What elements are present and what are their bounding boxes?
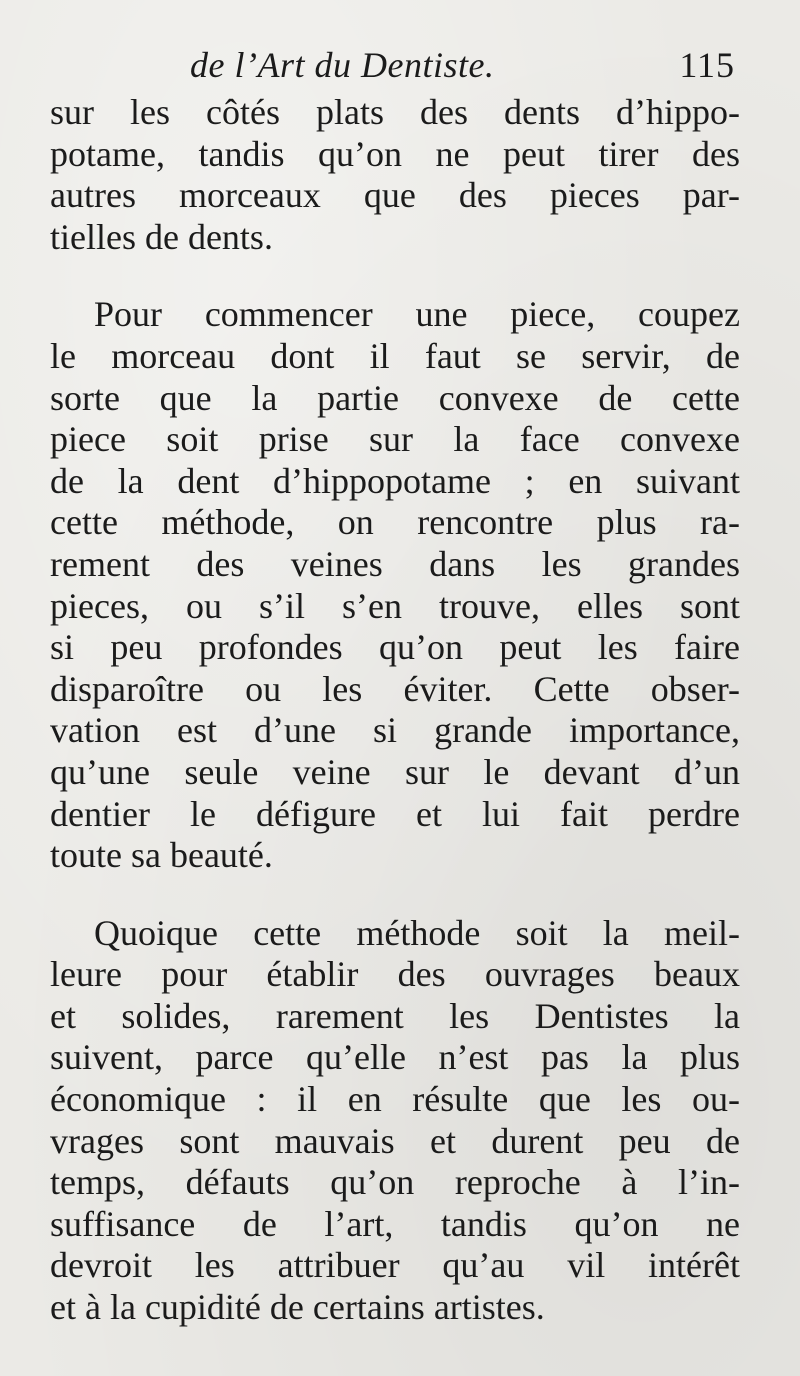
text-line: Pour commencer une piece, coupez: [94, 294, 740, 335]
text-line: dentier le défigure et lui fait perdre: [50, 793, 740, 834]
page-number: 115: [679, 45, 735, 85]
text-line: potame, tandis qu’on ne peut tirer des: [50, 133, 740, 174]
text-line: le morceau dont il faut se servir, de: [50, 335, 740, 376]
text-line: leure pour établir des ouvrages beaux: [50, 954, 740, 995]
text-line: économique : il en résulte que les ou-: [50, 1079, 740, 1120]
paragraph-1: [50, 92, 740, 258]
text-line: sur les côtés plats des dents d’hippo-: [50, 92, 740, 132]
paragraph-spacer: [50, 258, 740, 294]
paragraph-2: [50, 294, 740, 876]
text-line: cette méthode, on rencontre plus ra-: [50, 502, 740, 543]
running-title: de l’Art du Dentiste.: [190, 45, 495, 85]
page-header: [190, 44, 735, 94]
text-line: autres morceaux que des pieces par-: [50, 175, 740, 216]
paragraph-spacer: [50, 877, 740, 913]
text-line: suffisance de l’art, tandis qu’on ne: [50, 1203, 740, 1244]
text-line: suivent, parce qu’elle n’est pas la plus: [50, 1037, 740, 1078]
text-line: qu’une seule veine sur le devant d’un: [50, 751, 740, 792]
text-line: rement des veines dans les grandes: [50, 543, 740, 584]
paragraph-3: [50, 913, 740, 1329]
text-line: sorte que la partie convexe de cette: [50, 377, 740, 418]
text-line: Quoique cette méthode soit la meil-: [94, 912, 740, 953]
text-line: vrages sont mauvais et durent peu de: [50, 1120, 740, 1161]
text-line: temps, défauts qu’on reproche à l’in-: [50, 1162, 740, 1203]
text-line: devroit les attribuer qu’au vil intérêt: [50, 1245, 740, 1286]
text-line: pieces, ou s’il s’en trouve, elles sont: [50, 585, 740, 626]
text-line: et à la cupidité de certains artistes.: [50, 1287, 545, 1328]
text-line: vation est d’une si grande importance,: [50, 710, 740, 751]
body-text: [50, 92, 740, 1329]
text-line: de la dent d’hippopotame ; en suivant: [50, 460, 740, 501]
text-line: et solides, rarement les Dentistes la: [50, 995, 740, 1036]
text-line: disparoître ou les éviter. Cette obser-: [50, 668, 740, 709]
text-line: toute sa beauté.: [50, 835, 273, 876]
text-line: piece soit prise sur la face convexe: [50, 419, 740, 460]
text-line: si peu profondes qu’on peut les faire: [50, 627, 740, 668]
text-line: tielles de dents.: [50, 216, 273, 257]
